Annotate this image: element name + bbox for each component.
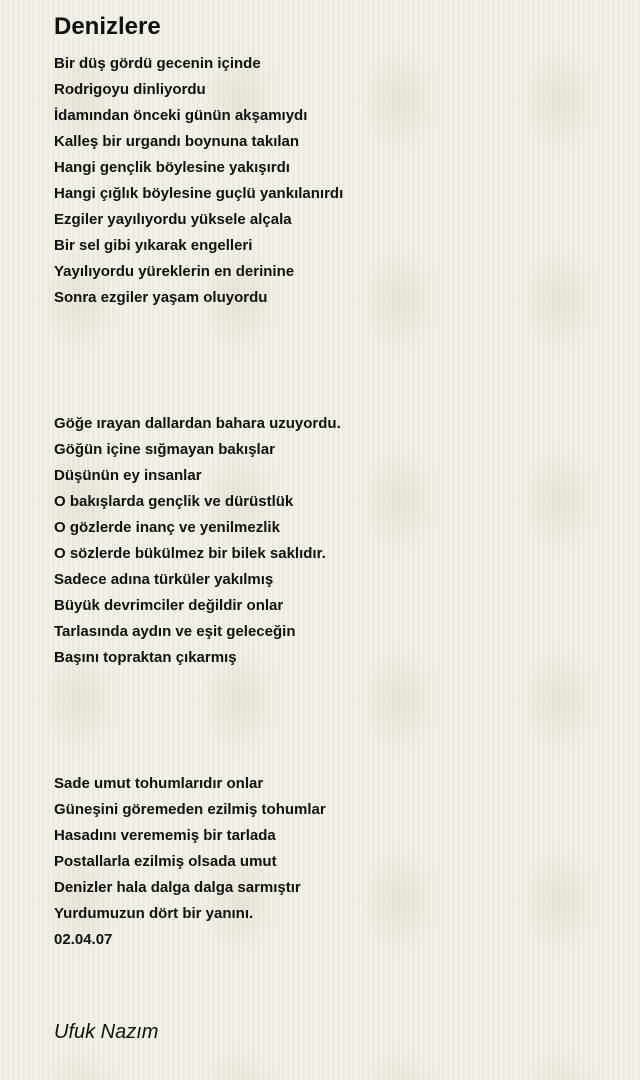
poem-line: İdamından önceki günün akşamıydı — [54, 107, 308, 124]
poem-line: Sonra ezgiler yaşam oluyordu — [54, 289, 268, 306]
poem-line: Yayılıyordu yüreklerin en derinine — [54, 263, 295, 280]
poem-line: O sözlerde bükülmez bir bilek saklıdır. — [54, 545, 326, 562]
stanza — [54, 411, 341, 671]
poem-line: Hangi gençlik böylesine yakışırdı — [54, 159, 290, 176]
poem-line: Bir düş gördü gecenin içinde — [54, 55, 261, 72]
poem-line: O bakışlarda gençlik ve dürüstlük — [54, 493, 294, 510]
poem-line: O gözlerde inanç ve yenilmezlik — [54, 519, 280, 536]
poem-line: Göğün içine sığmayan bakışlar — [54, 441, 275, 458]
poem-line: Kalleş bir urgandı boynuna takılan — [54, 133, 300, 150]
stanza — [54, 51, 343, 311]
poem-line: Bir sel gibi yıkarak engelleri — [54, 237, 253, 254]
poem-line: Göğe ırayan dallardan bahara uzuyordu. — [54, 415, 341, 432]
poem-author: Ufuk Nazım — [54, 1021, 159, 1043]
poem-line: Düşünün ey insanlar — [54, 467, 202, 484]
poem-date: 02.04.07 — [54, 931, 113, 948]
stanza — [54, 771, 326, 953]
poem-line: Başını topraktan çıkarmış — [54, 649, 237, 666]
poem-line: Hasadını verememiş bir tarlada — [54, 827, 276, 844]
poem-line: Rodrigoyu dinliyordu — [54, 81, 206, 98]
poem-line: Sade umut tohumlarıdır onlar — [54, 775, 264, 792]
poem-line: Ezgiler yayılıyordu yüksele alçala — [54, 211, 292, 228]
poem-line: Güneşini göremeden ezilmiş tohumlar — [54, 801, 326, 818]
poem-line: Denizler hala dalga dalga sarmıştır — [54, 879, 301, 896]
poem-line: Postallarla ezilmiş olsada umut — [54, 853, 277, 870]
poem-line: Yurdumuzun dört bir yanını. — [54, 905, 254, 922]
poem-line: Tarlasında aydın ve eşit geleceğin — [54, 623, 296, 640]
poem-line: Büyük devrimciler değildir onlar — [54, 597, 284, 614]
poem-line: Sadece adına türküler yakılmış — [54, 571, 274, 588]
poem-line: Hangi çığlık böylesine guçlü yankılanırdı — [54, 185, 344, 202]
poem-title: Denizlere — [54, 13, 161, 40]
